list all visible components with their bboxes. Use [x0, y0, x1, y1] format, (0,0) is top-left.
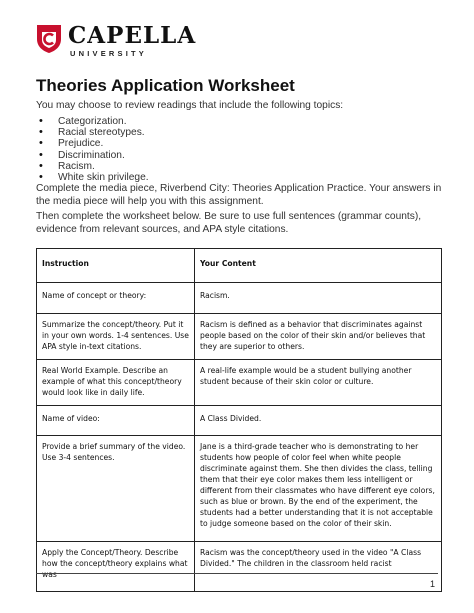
content-cell: A Class Divided.: [195, 406, 442, 436]
header-content: Your Content: [195, 249, 442, 283]
content-cell: Jane is a third-grade teacher who is demonstrating to her students how people of color feel when white people discriminate against them. She then divides the class, telling them that their eye color makes them less intelligent or different from their classmates who have different eye colors, such as blue or brown. By the end of the experiment, the students had a better understanding that it is not acceptable to judge someone based on the color of their skin.: [195, 436, 442, 542]
instruction-cell: Apply the Concept/Theory. Describe how the concept/theory explains what was: [37, 542, 195, 592]
instruction-cell: Real World Example. Describe an example of what this concept/theory would look like in daily life.: [37, 360, 195, 406]
content-cell: Racism was the concept/theory used in the video "A Class Divided." The children in the classroom held racist: [195, 542, 442, 592]
table-header-row: [37, 249, 442, 283]
capella-shield-icon: [36, 24, 62, 54]
brand-name: CAPELLA: [68, 22, 197, 49]
instruction-cell: Provide a brief summary of the video. Use 3-4 sentences.: [37, 436, 195, 542]
page-number: 1: [430, 579, 436, 589]
table-row: [37, 406, 442, 436]
content-cell: Racism.: [195, 283, 442, 314]
list-item: • Categorization.: [36, 116, 149, 127]
instruction-cell: Name of video:: [37, 406, 195, 436]
list-item: • Discrimination.: [36, 150, 149, 161]
list-item: • Prejudice.: [36, 138, 149, 149]
table-row: [37, 542, 442, 592]
list-item: • Racism.: [36, 161, 149, 172]
list-item: • Racial stereotypes.: [36, 127, 149, 138]
table-row: [37, 360, 442, 406]
content-cell: A real-life example would be a student bullying another student because of their skin color or culture.: [195, 360, 442, 406]
intro-paragraph: You may choose to review readings that include the following topics:: [36, 100, 344, 111]
instruction-cell: Name of concept or theory:: [37, 283, 195, 314]
table-row: [37, 314, 442, 360]
document-title: Theories Application Worksheet: [36, 76, 295, 95]
instruction-cell: Summarize the concept/theory. Put it in your own words. 1-4 sentences. Use APA style in-text citations.: [37, 314, 195, 360]
topics-list: [36, 116, 149, 183]
worksheet-instructions-paragraph: Then complete the worksheet below. Be sure to use full sentences (grammar counts), evidence from relevant sources, and APA style citations.: [36, 211, 422, 235]
list-item: • White skin privilege.: [36, 172, 149, 183]
table-row: [37, 283, 442, 314]
worksheet-table: [36, 248, 442, 592]
table-row: [37, 436, 442, 542]
brand-subtitle: UNIVERSITY: [70, 49, 148, 58]
media-piece-paragraph: Complete the media piece, Riverbend City: Theories Application Practice. Your answers in the media piece will help you with this assignment.: [36, 183, 442, 207]
footer-divider: [36, 573, 438, 574]
header-instruction: Instruction: [37, 249, 195, 283]
content-cell: Racism is defined as a behavior that discriminates against people based on the color of their skin and/or believes that they are superior to others.: [195, 314, 442, 360]
capella-logo: [36, 24, 196, 58]
